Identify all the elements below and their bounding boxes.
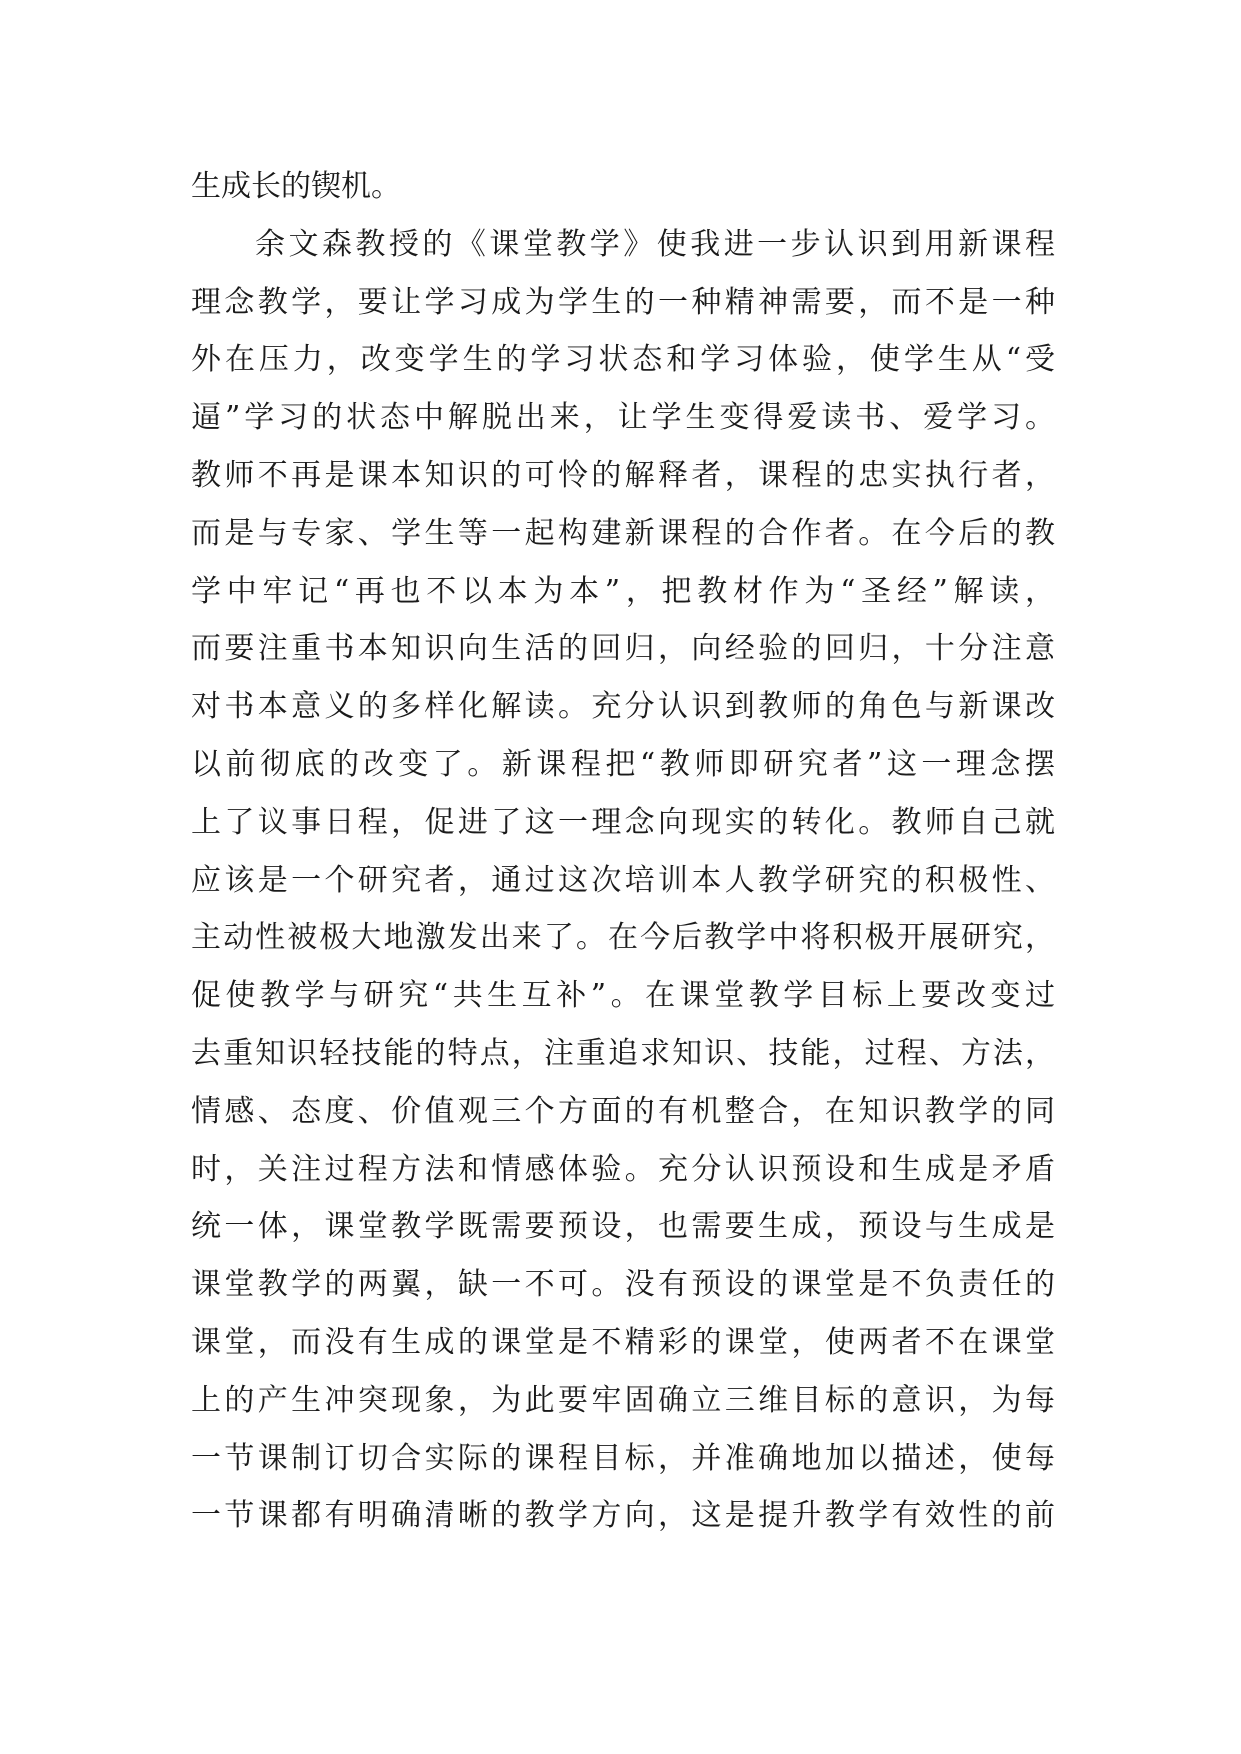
text-line: 情感、态度、价值观三个方面的有机整合，在知识教学的同 [191,1093,1055,1129]
text-line: 逼”学习的状态中解脱出来，让学生变得爱读书、爱学习。 [191,400,1055,436]
text-line: 课堂教学的两翼，缺一不可。没有预设的课堂是不负责任的 [191,1267,1055,1303]
text-line: 而是与专家、学生等一起构建新课程的合作者。在今后的教 [191,515,1055,551]
text-line: 时，关注过程方法和情感体验。充分认识预设和生成是矛盾 [191,1151,1055,1187]
text-line: 应该是一个研究者，通过这次培训本人教学研究的积极性、 [191,862,1055,898]
text-line: 对书本意义的多样化解读。充分认识到教师的角色与新课改 [191,689,1055,725]
text-line: 上了议事日程，促进了这一理念向现实的转化。教师自己就 [191,804,1055,840]
text-line: 一节课都有明确清晰的教学方向，这是提升教学有效性的前 [191,1498,1055,1534]
text-line: 上的产生冲突现象，为此要牢固确立三维目标的意识，为每 [191,1382,1055,1418]
text-line: 生成长的锲机。 [191,169,401,204]
text-line: 去重知识轻技能的特点，注重追求知识、技能，过程、方法， [191,1035,1055,1071]
body-text [191,158,1055,1545]
text-line: 而要注重书本知识向生活的回归，向经验的回归，十分注意 [191,631,1055,667]
text-line: 学中牢记“再也不以本为本”，把教材作为“圣经”解读， [191,573,1055,609]
text-line: 主动性被极大地激发出来了。在今后教学中将积极开展研究， [191,920,1055,956]
text-line: 以前彻底的改变了。新课程把“教师即研究者”这一理念摆 [191,746,1055,782]
paragraph-first-line: 余文森教授的《课堂教学》使我进一步认识到用新课程 [255,226,1055,262]
text-line: 理念教学，要让学习成为学生的一种精神需要，而不是一种 [191,284,1055,320]
text-line: 教师不再是课本知识的可怜的解释者，课程的忠实执行者， [191,457,1055,493]
text-line: 促使教学与研究“共生互补”。在课堂教学目标上要改变过 [191,978,1055,1014]
text-line: 统一体，课堂教学既需要预设，也需要生成，预设与生成是 [191,1209,1055,1245]
text-line: 外在压力，改变学生的学习状态和学习体验，使学生从“受 [191,342,1055,378]
text-line: 一节课制订切合实际的课程目标，并准确地加以描述，使每 [191,1440,1055,1476]
text-line: 课堂，而没有生成的课堂是不精彩的课堂，使两者不在课堂 [191,1324,1055,1360]
